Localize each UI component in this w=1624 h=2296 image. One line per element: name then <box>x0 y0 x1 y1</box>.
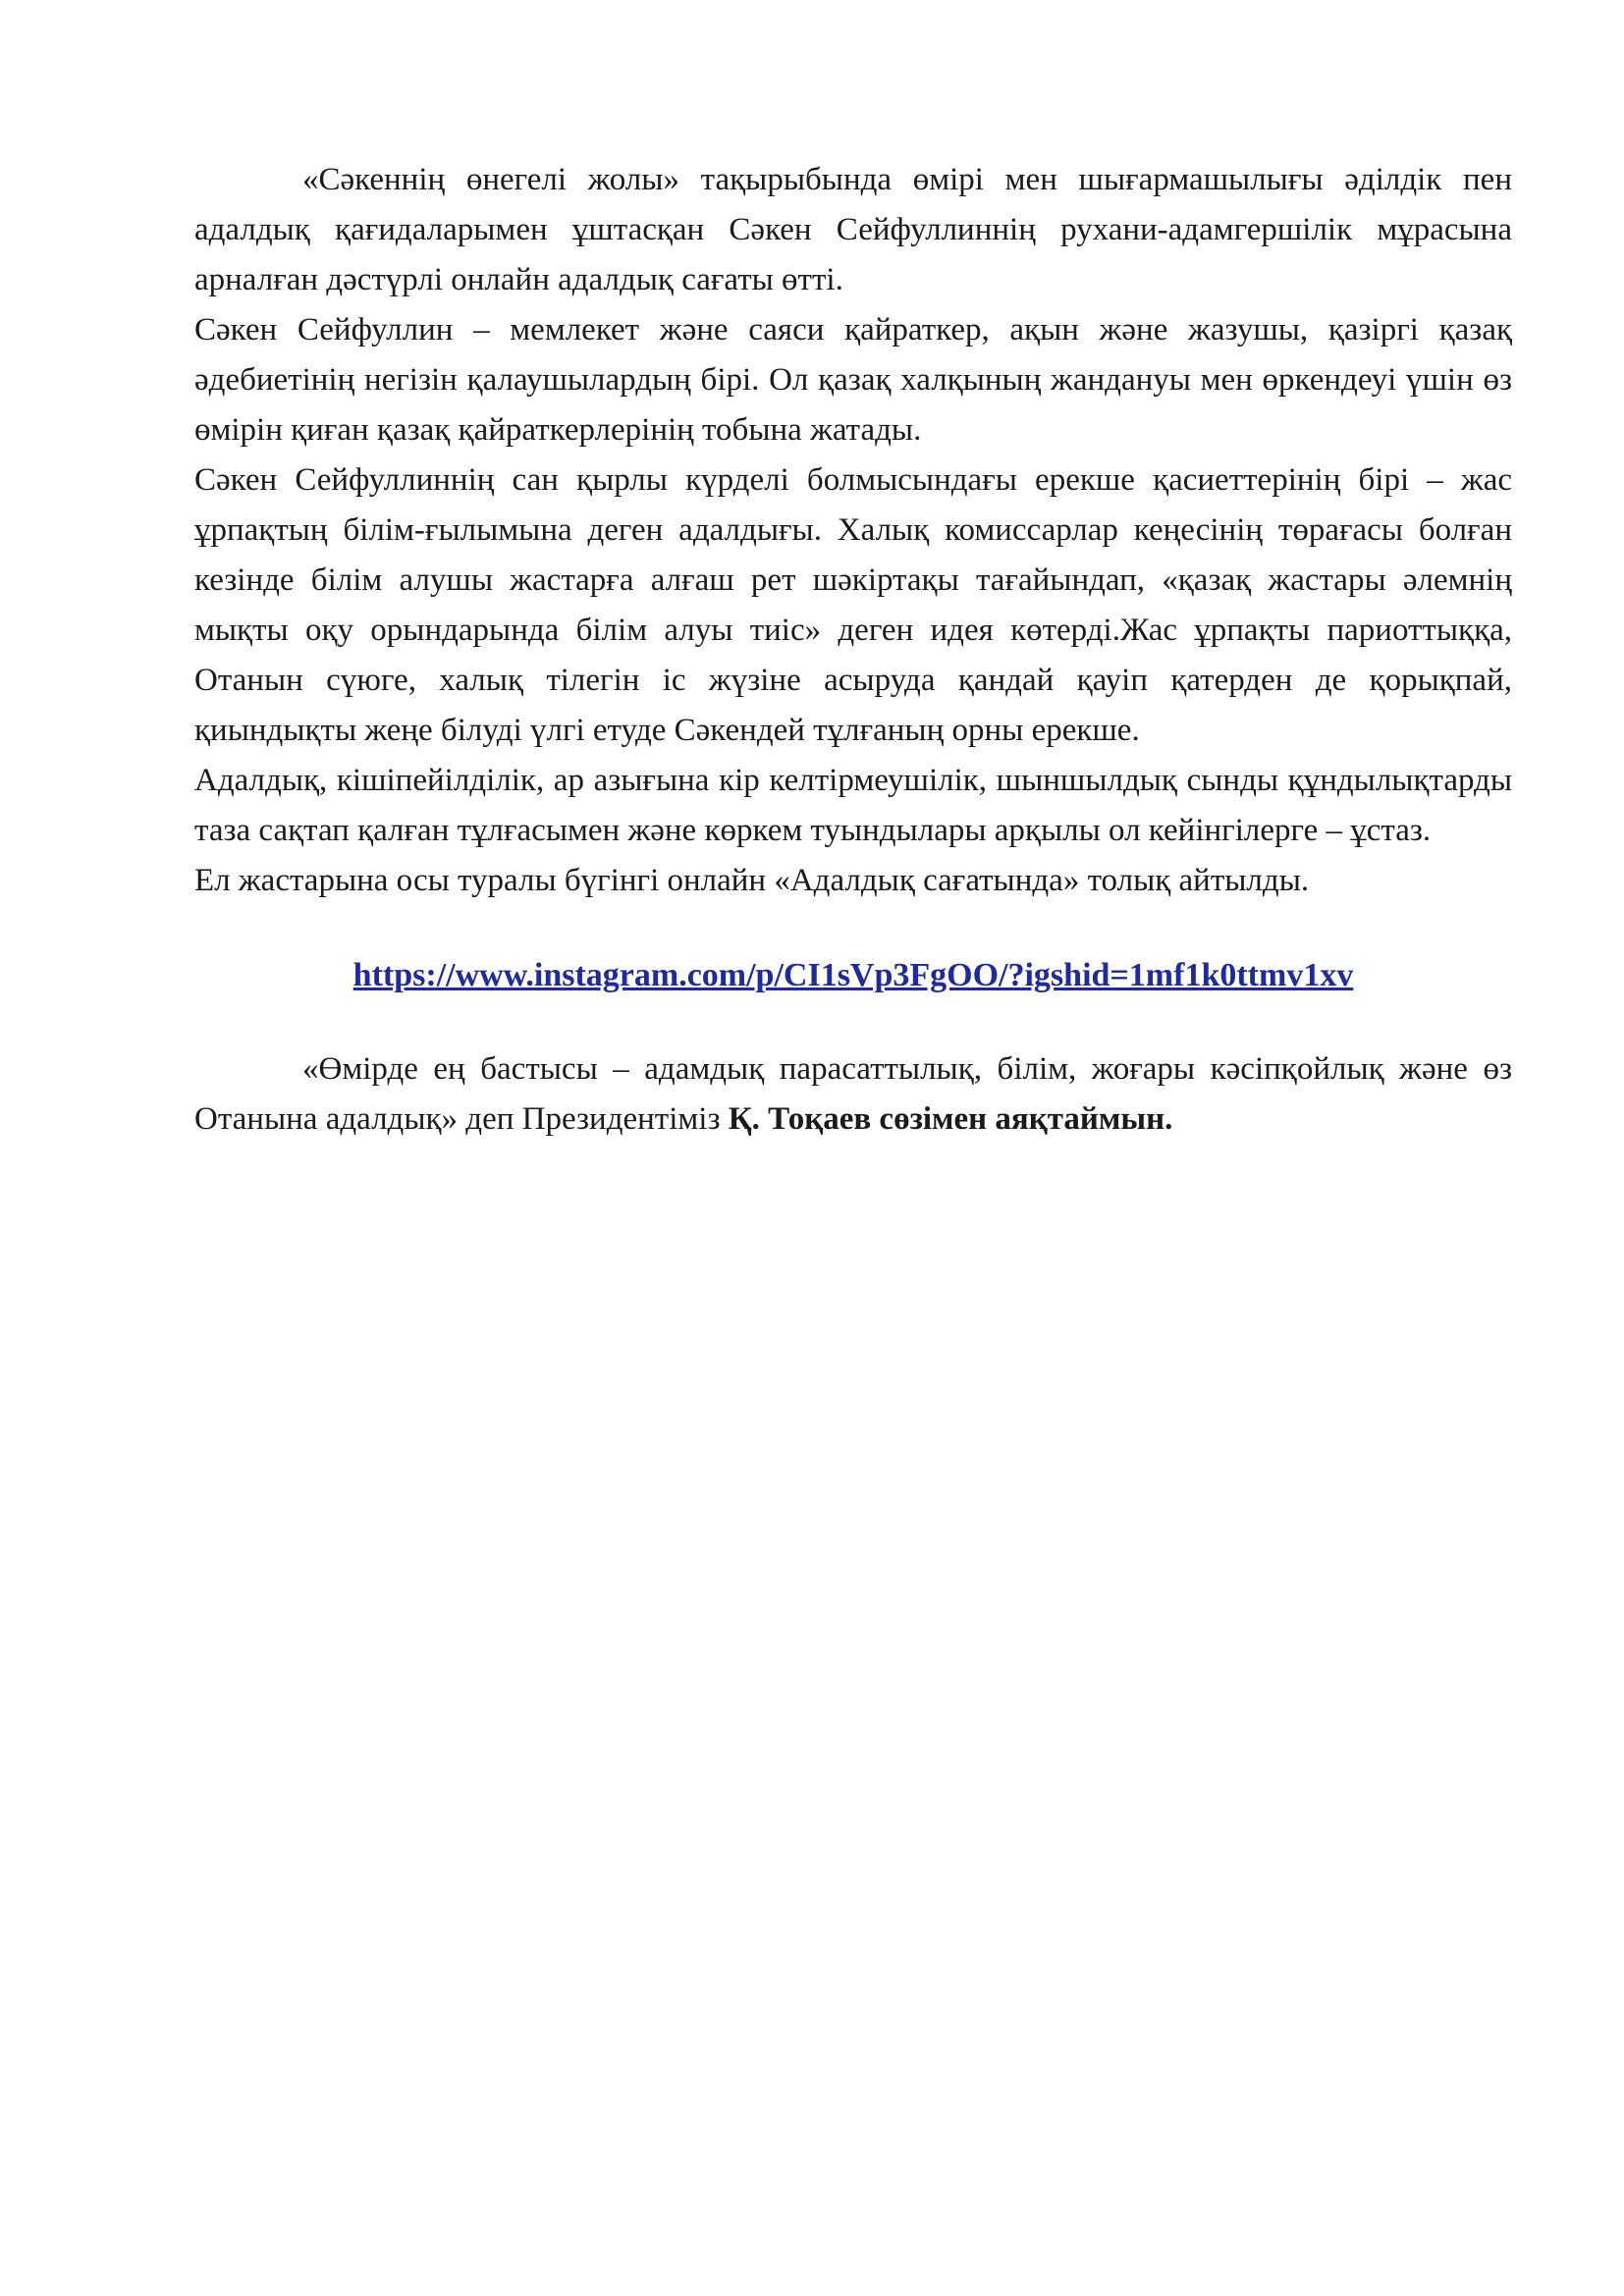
link-paragraph <box>194 950 1512 1001</box>
instagram-link[interactable]: https://www.instagram.com/p/CI1sVp3FgOO/?igshid=1mf1k0ttmv1xv <box>352 957 1354 993</box>
biography-paragraph: Сәкен Сейфуллин – мемлекет және саяси қайраткер, ақын және жазушы, қазіргі қазақ әдебиетінің негізін қалаушылардың бірі. Ол қазақ халқының жандануы мен өркендеуі үшін өз өмірін қиған қазақ қайраткерлерінің тобына жатады. <box>194 312 1512 448</box>
closing-paragraph <box>194 1044 1512 1145</box>
closing-quote-text: «Өмірде ең бастысы – адамдық парасаттылық, білім, жоғары кәсіпқойлық және өз Отанына адалдық» деп Президентіміз <box>194 1051 1512 1137</box>
values-paragraph: Адалдық, кішіпейілділік, ар азығына кір келтірмеушілік, шыншылдық сынды құндылықтарды таза сақтап қалған тұлғасымен және көркем туындылары арқылы ол кейінгілерге – ұстаз. <box>194 763 1512 848</box>
intro-paragraph: «Сәкеннің өнегелі жолы» тақырыбында өмірі мен шығармашылығы әділдік пен адалдық қағидаларымен ұштасқан Сәкен Сейфуллиннің рухани-адамгершілік мұрасына арналған дәстүрлі онлайн адалдық сағаты өтті. <box>194 162 1512 297</box>
summary-paragraph: Ел жастарына осы туралы бүгінгі онлайн «Адалдық сағатында» толық айтылды. <box>194 863 1310 898</box>
closing-bold-text: Қ. Тоқаев сөзімен аяқтаймын. <box>728 1101 1173 1137</box>
document-body <box>194 155 1512 1145</box>
education-paragraph: Сәкен Сейфуллиннің сан қырлы күрделі болмысындағы ерекше қасиеттерінің бірі – жас ұрпақтың білім-ғылымына деген адалдығы. Халық комиссарлар кеңесінің төрағасы болған кезінде білім алушы жастарға алғаш рет шәкіртақы тағайындап, «қазақ жастары әлемнің мықты оқу орындарында білім алуы тиіс» деген идея көтерді.Жас ұрпақты париоттыққа, Отанын сүюге, халық тілегін іс жүзіне асыруда қандай қауіп қатерден де қорықпай, қиындықты жеңе білуді үлгі етуде Сәкендей тұлғаның орны ерекше. <box>194 462 1512 748</box>
